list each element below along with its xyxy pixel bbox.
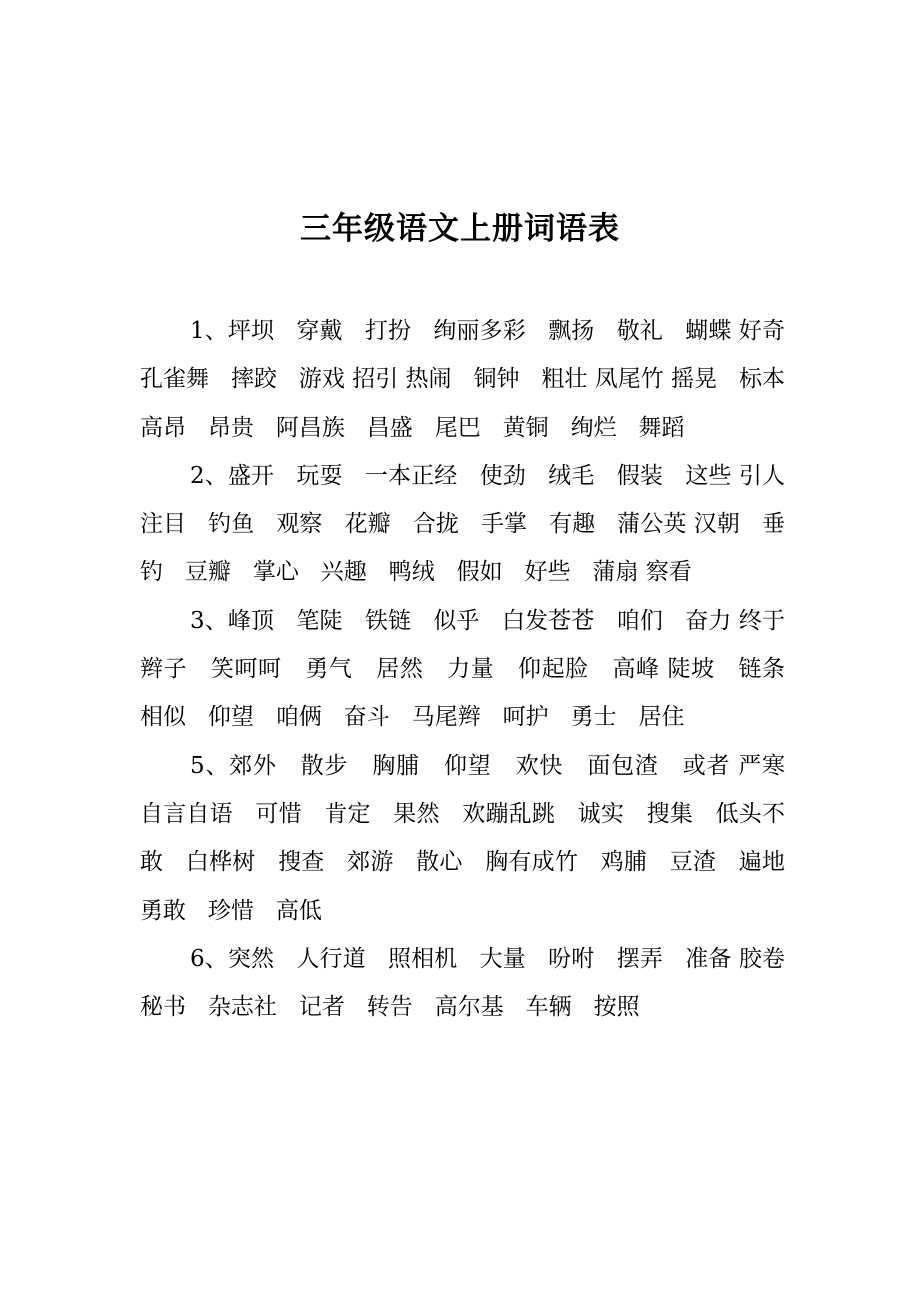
document-title: 三年级语文上册词语表 <box>300 211 620 247</box>
lesson-3-words: 3、峰顶 笔陡 铁链 似乎 白发苍苍 咱们 奋力 终于 辫子 笑呵呵 勇气 居然 力量 仰起脸 高峰 陡坡 链条 相似 仰望 咱俩 奋斗 马尾辫 呵护 勇士 居住 <box>140 607 807 731</box>
lesson-5-words: 5、郊外 散步 胸脯 仰望 欢快 面包渣 或者 严寒 自言自语 可惜 肯定 果然 欢蹦乱跳 诚实 搜集 低头不敢 白桦树 搜查 郊游 散心 胸有成竹 鸡脯 豆渣 遍地 勇敢 珍惜 高低 <box>140 752 807 924</box>
vocabulary-list <box>140 307 807 1031</box>
lesson-2-words: 2、盛开 玩耍 一本正经 使劲 绒毛 假装 这些 引人注目 钓鱼 观察 花瓣 合拢 手掌 有趣 蒲公英 汉朝 垂钓 豆瓣 掌心 兴趣 鸭绒 假如 好些 蒲扇 察看 <box>140 462 785 586</box>
lesson-6-words: 6、突然 人行道 照相机 大量 吩咐 摆弄 准备 胶卷 秘书 杂志社 记者 转告 高尔基 车辆 按照 <box>140 945 807 1021</box>
lesson-1-words: 1、坪坝 穿戴 打扮 绚丽多彩 飘扬 敬礼 蝴蝶 好奇 孔雀舞 摔跤 游戏 招引 热闹 铜钟 粗壮 凤尾竹 摇晃 标本 高昂 昂贵 阿昌族 昌盛 尾巴 黄铜 绚烂 舞蹈 <box>140 318 807 441</box>
